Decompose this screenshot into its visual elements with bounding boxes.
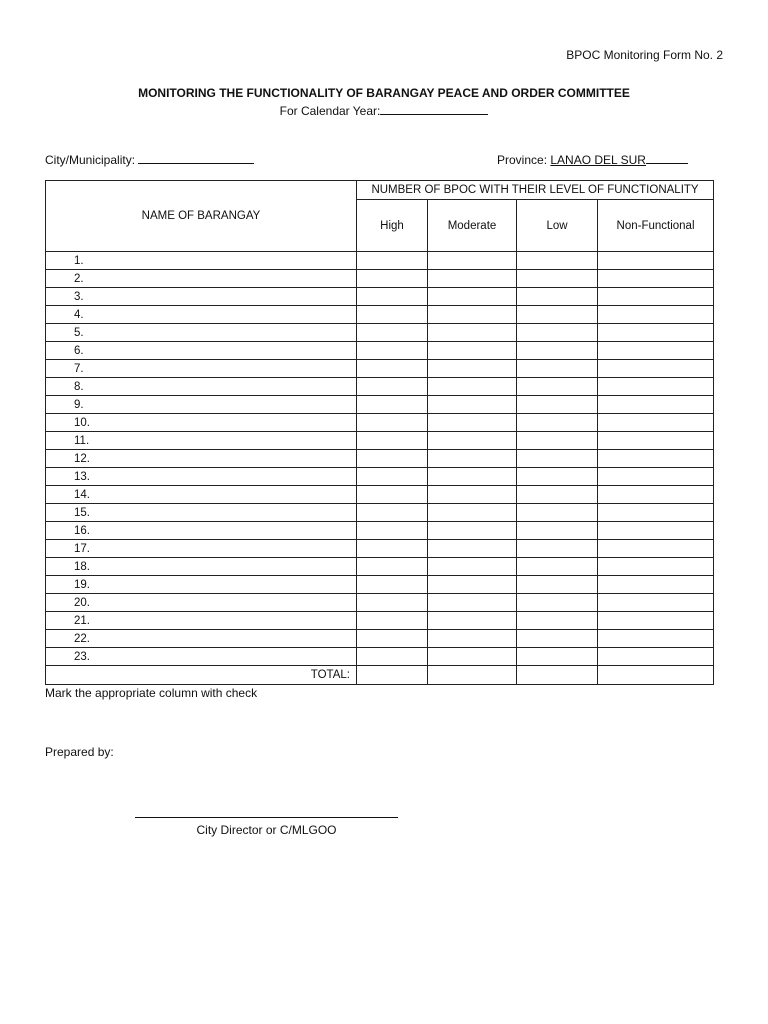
barangay-name-cell[interactable]: 14.: [46, 486, 357, 504]
moderate-check-cell[interactable]: [428, 540, 517, 558]
barangay-name-cell[interactable]: 23.: [46, 648, 357, 666]
total-moderate-cell[interactable]: [428, 666, 517, 685]
table-row: [46, 324, 714, 342]
high-check-cell[interactable]: [357, 270, 428, 288]
province-blank: [646, 153, 688, 164]
calendar-year-field: [0, 104, 768, 118]
low-check-cell[interactable]: [517, 504, 598, 522]
non-functional-check-cell[interactable]: [598, 576, 714, 594]
non-functional-check-cell[interactable]: [598, 450, 714, 468]
calendar-year-blank[interactable]: [380, 104, 488, 115]
moderate-check-cell[interactable]: [428, 612, 517, 630]
non-functional-check-cell[interactable]: [598, 486, 714, 504]
moderate-check-cell[interactable]: [428, 648, 517, 666]
high-check-cell[interactable]: [357, 612, 428, 630]
city-blank[interactable]: [138, 153, 254, 164]
non-functional-check-cell[interactable]: [598, 360, 714, 378]
form-number: BPOC Monitoring Form No. 2: [566, 48, 723, 62]
non-functional-check-cell[interactable]: [598, 396, 714, 414]
high-check-cell[interactable]: [357, 342, 428, 360]
high-check-cell[interactable]: [357, 414, 428, 432]
barangay-name-cell[interactable]: 17.: [46, 540, 357, 558]
barangay-name-cell[interactable]: 4.: [46, 306, 357, 324]
table-row: [46, 450, 714, 468]
name-of-barangay-header: NAME OF BARANGAY: [46, 181, 357, 252]
non-functional-check-cell[interactable]: [598, 432, 714, 450]
barangay-name-cell[interactable]: 18.: [46, 558, 357, 576]
table-row: [46, 414, 714, 432]
barangay-name-cell[interactable]: 8.: [46, 378, 357, 396]
high-check-cell[interactable]: [357, 630, 428, 648]
non-functional-check-cell[interactable]: [598, 378, 714, 396]
barangay-name-cell[interactable]: 21.: [46, 612, 357, 630]
non-functional-check-cell[interactable]: [598, 468, 714, 486]
province-field: [497, 153, 688, 167]
column-header-high: High: [357, 200, 428, 252]
non-functional-check-cell[interactable]: [598, 540, 714, 558]
moderate-check-cell[interactable]: [428, 396, 517, 414]
low-check-cell[interactable]: [517, 270, 598, 288]
high-check-cell[interactable]: [357, 360, 428, 378]
moderate-check-cell[interactable]: [428, 504, 517, 522]
total-label: TOTAL:: [46, 666, 357, 685]
functionality-table: [45, 180, 714, 685]
table-row: [46, 486, 714, 504]
column-header-low: Low: [517, 200, 598, 252]
high-check-cell[interactable]: [357, 432, 428, 450]
low-check-cell[interactable]: [517, 306, 598, 324]
non-functional-check-cell[interactable]: [598, 504, 714, 522]
low-check-cell[interactable]: [517, 576, 598, 594]
moderate-check-cell[interactable]: [428, 414, 517, 432]
low-check-cell[interactable]: [517, 432, 598, 450]
non-functional-check-cell[interactable]: [598, 270, 714, 288]
high-check-cell[interactable]: [357, 594, 428, 612]
barangay-name-cell[interactable]: 11.: [46, 432, 357, 450]
province-value: LANAO DEL SUR: [550, 153, 646, 167]
non-functional-check-cell[interactable]: [598, 612, 714, 630]
total-non-functional-cell[interactable]: [598, 666, 714, 685]
barangay-name-cell[interactable]: 15.: [46, 504, 357, 522]
instruction-note: Mark the appropriate column with check: [45, 686, 258, 700]
city-municipality-field: [45, 153, 254, 167]
low-check-cell[interactable]: [517, 558, 598, 576]
non-functional-check-cell[interactable]: [598, 288, 714, 306]
barangay-name-cell[interactable]: 10.: [46, 414, 357, 432]
calendar-year-label: For Calendar Year:: [279, 104, 381, 118]
barangay-name-cell[interactable]: 13.: [46, 468, 357, 486]
city-label: City/Municipality:: [45, 153, 136, 167]
low-check-cell[interactable]: [517, 540, 598, 558]
moderate-check-cell[interactable]: [428, 630, 517, 648]
low-check-cell[interactable]: [517, 468, 598, 486]
non-functional-check-cell[interactable]: [598, 522, 714, 540]
table-row: [46, 630, 714, 648]
low-check-cell[interactable]: [517, 378, 598, 396]
table-row: [46, 558, 714, 576]
functionality-group-header: NUMBER OF BPOC WITH THEIR LEVEL OF FUNCTIONALITY: [357, 181, 714, 200]
table-row: [46, 252, 714, 270]
high-check-cell[interactable]: [357, 522, 428, 540]
table-row: [46, 378, 714, 396]
non-functional-check-cell[interactable]: [598, 324, 714, 342]
non-functional-check-cell[interactable]: [598, 648, 714, 666]
high-check-cell[interactable]: [357, 648, 428, 666]
moderate-check-cell[interactable]: [428, 594, 517, 612]
signatory-title: City Director or C/MLGOO: [196, 823, 337, 837]
barangay-name-cell[interactable]: 5.: [46, 324, 357, 342]
non-functional-check-cell[interactable]: [598, 306, 714, 324]
low-check-cell[interactable]: [517, 288, 598, 306]
high-check-cell[interactable]: [357, 486, 428, 504]
barangay-name-cell[interactable]: 2.: [46, 270, 357, 288]
barangay-name-cell[interactable]: 7.: [46, 360, 357, 378]
high-check-cell[interactable]: [357, 576, 428, 594]
table-row: [46, 396, 714, 414]
high-check-cell[interactable]: [357, 378, 428, 396]
moderate-check-cell[interactable]: [428, 558, 517, 576]
barangay-name-cell[interactable]: 12.: [46, 450, 357, 468]
non-functional-check-cell[interactable]: [598, 630, 714, 648]
moderate-check-cell[interactable]: [428, 270, 517, 288]
low-check-cell[interactable]: [517, 612, 598, 630]
low-check-cell[interactable]: [517, 342, 598, 360]
moderate-check-cell[interactable]: [428, 378, 517, 396]
barangay-name-cell[interactable]: 6.: [46, 342, 357, 360]
moderate-check-cell[interactable]: [428, 522, 517, 540]
high-check-cell[interactable]: [357, 450, 428, 468]
moderate-check-cell[interactable]: [428, 468, 517, 486]
table-row: [46, 306, 714, 324]
barangay-name-cell[interactable]: 9.: [46, 396, 357, 414]
signature-line[interactable]: [135, 817, 398, 818]
moderate-check-cell[interactable]: [428, 360, 517, 378]
table-row: [46, 648, 714, 666]
non-functional-check-cell[interactable]: [598, 594, 714, 612]
high-check-cell[interactable]: [357, 252, 428, 270]
low-check-cell[interactable]: [517, 450, 598, 468]
moderate-check-cell[interactable]: [428, 324, 517, 342]
table-row: [46, 342, 714, 360]
moderate-check-cell[interactable]: [428, 576, 517, 594]
table-row: [46, 270, 714, 288]
form-title: MONITORING THE FUNCTIONALITY OF BARANGAY PEACE AND ORDER COMMITTEE: [138, 86, 630, 100]
column-header-non-functional: Non-Functional: [598, 200, 714, 252]
table-row: [46, 288, 714, 306]
non-functional-check-cell[interactable]: [598, 342, 714, 360]
non-functional-check-cell[interactable]: [598, 252, 714, 270]
high-check-cell[interactable]: [357, 396, 428, 414]
high-check-cell[interactable]: [357, 468, 428, 486]
table-body: [46, 252, 714, 685]
low-check-cell[interactable]: [517, 360, 598, 378]
table-row: [46, 540, 714, 558]
high-check-cell[interactable]: [357, 288, 428, 306]
moderate-check-cell[interactable]: [428, 306, 517, 324]
barangay-name-cell[interactable]: 20.: [46, 594, 357, 612]
prepared-by-label: Prepared by:: [45, 745, 114, 759]
total-high-cell[interactable]: [357, 666, 428, 685]
barangay-name-cell[interactable]: 22.: [46, 630, 357, 648]
high-check-cell[interactable]: [357, 504, 428, 522]
table-row: [46, 432, 714, 450]
table-row: [46, 468, 714, 486]
low-check-cell[interactable]: [517, 414, 598, 432]
high-check-cell[interactable]: [357, 306, 428, 324]
province-label: Province:: [497, 153, 548, 167]
low-check-cell[interactable]: [517, 594, 598, 612]
non-functional-check-cell[interactable]: [598, 558, 714, 576]
low-check-cell[interactable]: [517, 486, 598, 504]
table-row: [46, 360, 714, 378]
table-row: [46, 504, 714, 522]
low-check-cell[interactable]: [517, 630, 598, 648]
barangay-name-cell[interactable]: 16.: [46, 522, 357, 540]
total-row: [46, 666, 714, 685]
table-row: [46, 594, 714, 612]
moderate-check-cell[interactable]: [428, 450, 517, 468]
table-row: [46, 576, 714, 594]
moderate-check-cell[interactable]: [428, 486, 517, 504]
moderate-check-cell[interactable]: [428, 342, 517, 360]
barangay-name-cell[interactable]: 3.: [46, 288, 357, 306]
low-check-cell[interactable]: [517, 396, 598, 414]
low-check-cell[interactable]: [517, 522, 598, 540]
high-check-cell[interactable]: [357, 324, 428, 342]
table-row: [46, 522, 714, 540]
moderate-check-cell[interactable]: [428, 432, 517, 450]
barangay-name-cell[interactable]: 1.: [46, 252, 357, 270]
column-header-moderate: Moderate: [428, 200, 517, 252]
high-check-cell[interactable]: [357, 558, 428, 576]
table-row: [46, 612, 714, 630]
moderate-check-cell[interactable]: [428, 252, 517, 270]
low-check-cell[interactable]: [517, 324, 598, 342]
total-low-cell[interactable]: [517, 666, 598, 685]
low-check-cell[interactable]: [517, 252, 598, 270]
high-check-cell[interactable]: [357, 540, 428, 558]
moderate-check-cell[interactable]: [428, 288, 517, 306]
barangay-name-cell[interactable]: 19.: [46, 576, 357, 594]
non-functional-check-cell[interactable]: [598, 414, 714, 432]
low-check-cell[interactable]: [517, 648, 598, 666]
